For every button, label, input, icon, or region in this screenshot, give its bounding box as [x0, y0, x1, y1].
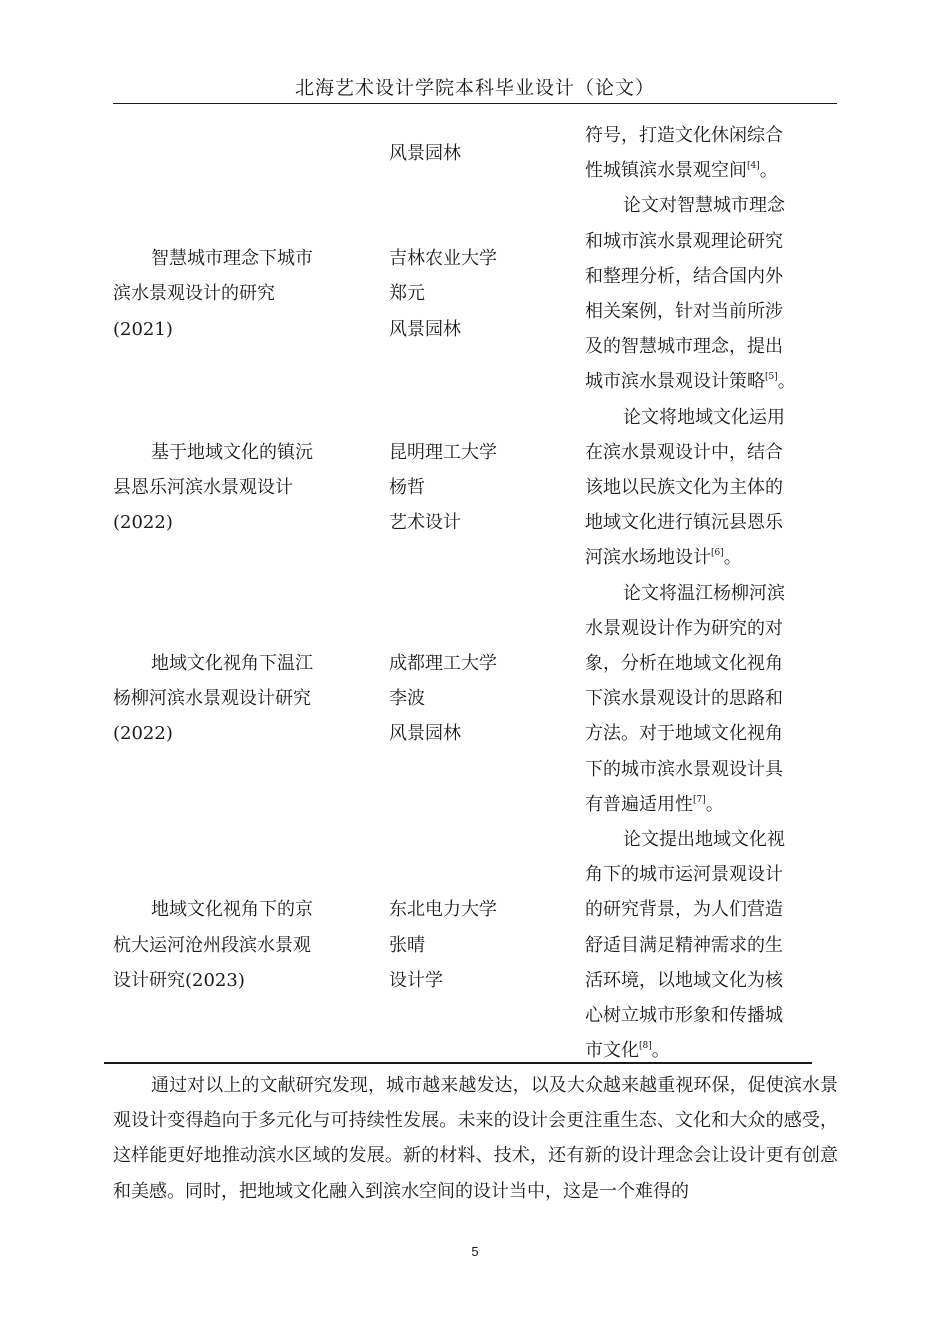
summary-line: 活环境，以地域文化为核	[585, 969, 783, 991]
page-header: 北海艺术设计学院本科毕业设计（论文）	[294, 77, 655, 99]
title-line: 基于地域文化的镇沅	[151, 441, 313, 463]
title-line: 杨柳河滨水景观设计研究	[113, 688, 311, 710]
major: 风景园林	[389, 318, 461, 340]
citation-ref: [5]	[765, 372, 778, 383]
summary-cell	[585, 576, 807, 822]
major: 艺术设计	[389, 512, 461, 534]
summary-line: 符号，打造文化休闲综合	[585, 125, 783, 146]
table-row	[113, 400, 813, 576]
summary-line: 和整理分析，结合国内外	[585, 265, 783, 287]
citation-ref: [7]	[693, 794, 706, 805]
author-cell	[389, 892, 585, 998]
summary-line-last: 性城镇滨水景观空间[4]。	[585, 160, 778, 182]
title-cell	[113, 646, 383, 752]
summary-cell	[585, 400, 807, 576]
title-year: (2022)	[113, 512, 173, 534]
summary-line: 的研究背景，为人们营造	[585, 899, 783, 921]
summary-cell	[585, 822, 807, 1068]
university: 昆明理工大学	[389, 441, 497, 463]
summary-line: 方法。对于地域文化视角	[585, 723, 783, 745]
title-cell	[113, 892, 383, 998]
summary-line: 下滨水景观设计的思路和	[585, 688, 783, 710]
summary-line-last: 市文化[8]。	[585, 1040, 670, 1062]
summary-line: 论文将温江杨柳河滨	[623, 582, 785, 604]
summary-line: 舒适目满足精神需求的生	[585, 934, 783, 956]
citation-ref: [4]	[747, 161, 760, 172]
table-row	[113, 576, 813, 822]
summary-line: 及的智慧城市理念，提出	[585, 336, 783, 358]
summary-line-last: 城市滨水景观设计策略[5]。	[585, 371, 796, 393]
page-number: 5	[471, 1244, 479, 1259]
author-cell	[389, 646, 585, 752]
author-cell	[389, 241, 585, 347]
summary-line-last: 有普遍适用性[7]。	[585, 793, 724, 815]
body-text	[113, 1068, 838, 1209]
table-row	[113, 188, 813, 399]
author-cell	[389, 136, 585, 171]
summary-line: 论文提出地域文化视	[623, 829, 785, 851]
author-name: 李波	[389, 688, 425, 710]
university: 东北电力大学	[389, 899, 497, 921]
university: 吉林农业大学	[389, 248, 497, 270]
major: 风景园林	[389, 723, 461, 745]
major: 设计学	[389, 969, 443, 991]
body-paragraph: 通过对以上的文献研究发现，城市越来越发达，以及大众越来越重视环保，促使滨水景观设计变得趋向于多元化与可持续性发展。未来的设计会更注重生态、文化和大众的感受，这样能更好地推动滨水区域的发展。新的材料、技术，还有新的设计理念会让设计更有创意和美感。同时，把地域文化融入到滨水空间的设计当中，这是一个难得的	[113, 1075, 838, 1202]
title-line: 地域文化视角下的京	[151, 899, 313, 921]
summary-line-last: 河滨水场地设计[6]。	[585, 547, 742, 569]
summary-line: 角下的城市运河景观设计	[585, 864, 783, 886]
summary-line: 论文对智慧城市理念	[623, 195, 785, 217]
university: 成都理工大学	[389, 653, 497, 675]
summary-cell	[585, 188, 807, 399]
citation-ref: [8]	[639, 1041, 652, 1052]
table-bottom-rule	[104, 1062, 812, 1064]
summary-line: 心树立城市形象和传播城	[585, 1005, 783, 1027]
title-line: 杭大运河沧州段滨水景观	[113, 934, 311, 956]
author-line: 风景园林	[389, 142, 461, 164]
summary-line: 下的城市滨水景观设计具	[585, 758, 783, 780]
summary-line: 象，分析在地域文化视角	[585, 653, 783, 675]
title-cell	[113, 241, 383, 347]
summary-line: 地域文化进行镇沅县恩乐	[585, 512, 783, 534]
summary-line: 和城市滨水景观理论研究	[585, 230, 783, 252]
author-name: 张晴	[389, 934, 425, 956]
summary-line: 该地以民族文化为主体的	[585, 477, 783, 499]
author-cell	[389, 435, 585, 541]
table-row-continued	[113, 118, 813, 188]
title-cell	[113, 435, 383, 541]
title-line: 县恩乐河滨水景观设计	[113, 477, 293, 499]
author-name: 郑元	[389, 283, 425, 305]
title-line: 智慧城市理念下城市	[151, 248, 313, 270]
summary-line: 在滨水景观设计中，结合	[585, 441, 783, 463]
summary-line: 论文将地域文化运用	[623, 406, 785, 428]
summary-line: 水景观设计作为研究的对	[585, 617, 783, 639]
title-year: (2022)	[113, 723, 173, 745]
literature-table	[113, 118, 813, 1068]
title-year: 设计研究(2023)	[113, 969, 245, 991]
citation-ref: [6]	[711, 548, 724, 559]
table-row	[113, 822, 813, 1068]
title-line: 滨水景观设计的研究	[113, 283, 275, 305]
title-line: 地域文化视角下温江	[151, 653, 313, 675]
header-divider	[113, 103, 837, 104]
title-year: (2021)	[113, 318, 173, 340]
summary-line: 相关案例，针对当前所涉	[585, 301, 783, 323]
summary-cell	[585, 118, 807, 188]
author-name: 杨哲	[389, 477, 425, 499]
